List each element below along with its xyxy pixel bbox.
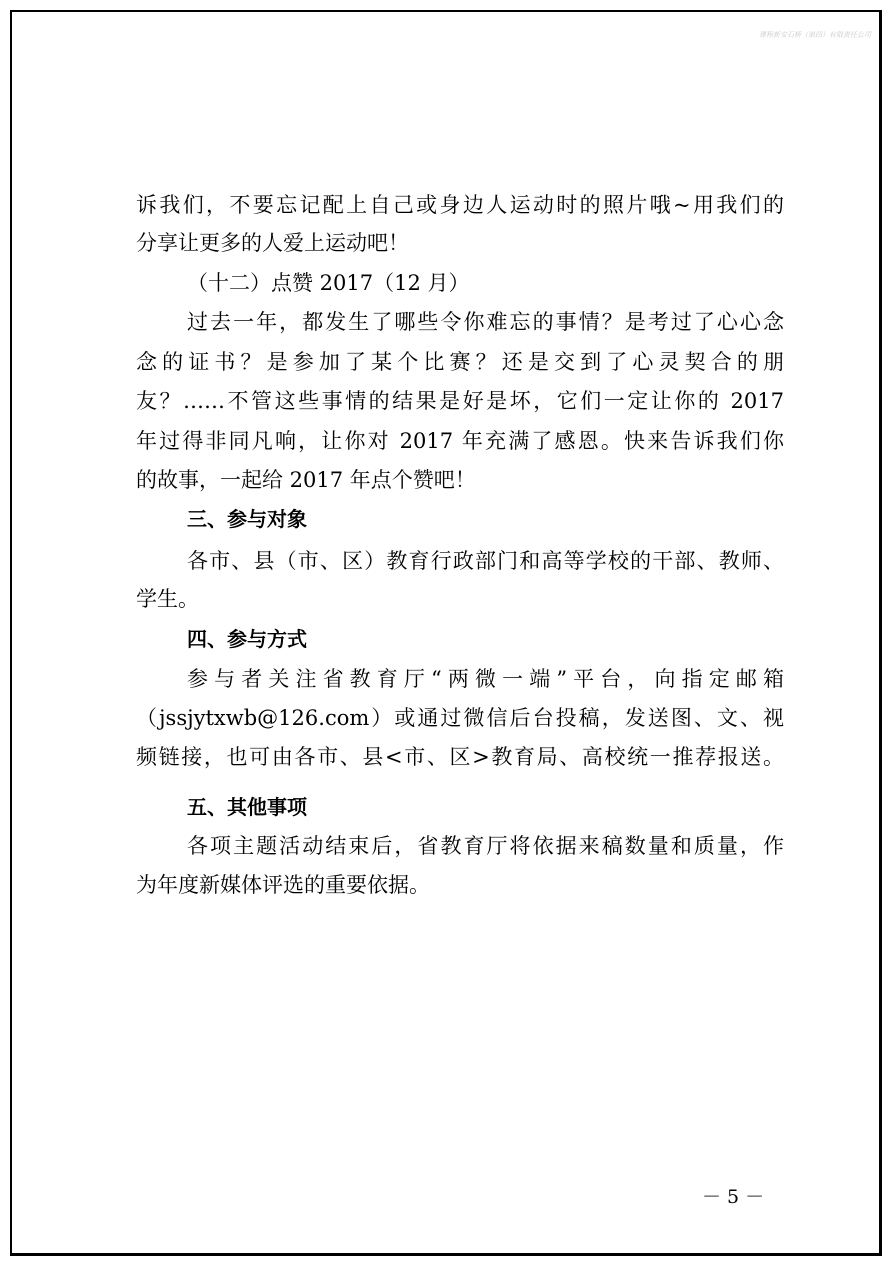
section-heading: 五、其他事项 bbox=[187, 795, 307, 819]
paragraph-line: 友？……不管这些事情的结果是好是坏，它们一定让你的 2017 bbox=[136, 389, 784, 413]
paragraph-line: 为年度新媒体评选的重要依据。 bbox=[136, 873, 430, 897]
paragraph-line: 分享让更多的人爱上运动吧！ bbox=[136, 231, 409, 255]
paragraph-line: 年过得非同凡响，让你对 2017 年充满了感恩。快来告诉我们你 bbox=[136, 429, 784, 453]
paragraph-line: 念的证书？是参加了某个比赛？还是交到了心灵契合的朋 bbox=[136, 350, 784, 374]
paragraph-line: （jssjytxwb@126.com）或通过微信后台投稿，发送图、文、视 bbox=[136, 706, 784, 730]
paragraph-line: 的故事，一起给 2017 年点个赞吧！ bbox=[136, 468, 476, 492]
paragraph-line: 学生。 bbox=[136, 587, 199, 611]
page-number: － 5 － bbox=[702, 1186, 765, 1208]
paragraph-line: 各项主题活动结束后，省教育厅将依据来稿数量和质量，作 bbox=[187, 834, 784, 858]
paragraph-line: 过去一年，都发生了哪些令你难忘的事情？是考过了心心念 bbox=[187, 310, 784, 334]
paragraph-line: 诉我们，不要忘记配上自己或身边人运动时的照片哦~用我们的 bbox=[136, 193, 784, 217]
paragraph-line: 各市、县（市、区）教育行政部门和高等学校的干部、教师、 bbox=[187, 549, 784, 573]
section-heading: 四、参与方式 bbox=[187, 627, 307, 651]
subsection-heading: （十二）点赞 2017（12 月） bbox=[187, 271, 470, 295]
header-watermark: 课程新安石桥（第四）有限责任公司 bbox=[759, 31, 871, 39]
document-page bbox=[10, 10, 882, 1256]
paragraph-line: 参与者关注省教育厅“两微一端”平台，向指定邮箱 bbox=[187, 667, 784, 691]
section-heading: 三、参与对象 bbox=[187, 507, 307, 531]
paragraph-line: 频链接，也可由各市、县<市、区>教育局、高校统一推荐报送。 bbox=[136, 745, 784, 769]
